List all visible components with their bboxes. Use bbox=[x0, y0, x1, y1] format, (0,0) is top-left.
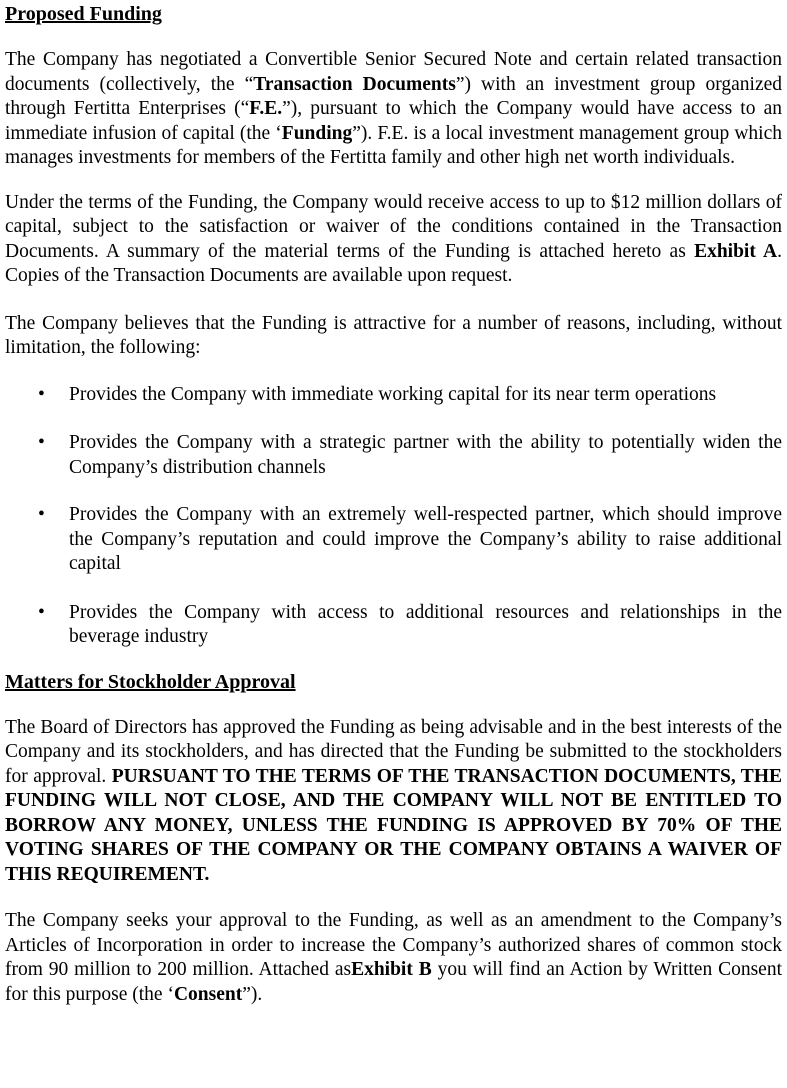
paragraph-approval-request: The Company seeks your approval to the Funding, as well as an amendment to the Company’s Articles of Incorporation in order to increase the Company’s authorized shares of common stock from 90 million to 200 million. Attached asExhibit B you will find an Action by Written Consent for this purpose (the ‘Consent”). bbox=[5, 910, 782, 1005]
bullet-icon: • bbox=[38, 504, 45, 525]
paragraph-funding-terms: Under the terms of the Funding, the Company would receive access to up to $12 million dollars of capital, subject to the satisfaction or waiver of the conditions contained in the Transaction Documents. A summary of the material terms of the Funding is attached hereto as Exhibit A. Copies of the Transaction Documents are available upon request. bbox=[5, 191, 782, 286]
bullet-icon: • bbox=[38, 383, 45, 405]
bullet-icon: • bbox=[38, 601, 45, 623]
list-item: • Provides the Company with immediate working capital for its near term operations bbox=[5, 383, 782, 408]
list-item: • Provides the Company with an extremely well-respected partner, which should improve the Company’s reputation and could improve the Company’s ability to raise additional capital bbox=[38, 504, 782, 574]
section-heading-proposed-funding: Proposed Funding bbox=[5, 3, 162, 25]
section-heading-matters-for-stockholder-approval: Matters for Stockholder Approval bbox=[5, 670, 296, 693]
paragraph-funding-intro: The Company has negotiated a Convertible Senior Secured Note and certain related transaction documents (collectively, the “Transaction Documents”) with an investment group organized through Fertitta Enterprises (“F.E.”), pursuant to which the Company would have access to an immediate infusion of capital (the ‘Funding”). F.E. is a local investment management group which manages investments for members of the Fertitta family and other high net worth individuals. bbox=[5, 49, 783, 168]
bullet-icon: • bbox=[38, 432, 45, 453]
list-item: • Provides the Company with access to additional resources and relationships in the beverage industry bbox=[38, 601, 782, 647]
paragraph-funding-reasons: The Company believes that the Funding is attractive for a number of reasons, including, without limitation, the following: bbox=[5, 312, 782, 358]
paragraph-board-approval: The Board of Directors has approved the Funding as being advisable and in the best interests of the Company and its stockholders, and has directed that the Funding be submitted to the stockholders for approval. PURSUANT TO THE TERMS OF THE TRANSACTION DOCUMENTS, THE FUNDING WILL NOT CLOSE, AND THE COMPANY WILL NOT BE ENTITLED TO BORROW ANY MONEY, UNLESS THE FUNDING IS APPROVED BY 70% OF THE VOTING SHARES OF THE COMPANY OR THE COMPANY OBTAINS A WAIVER OF THIS REQUIREMENT. bbox=[5, 716, 782, 885]
document-page bbox=[0, 2, 787, 1088]
list-item: • Provides the Company with a strategic partner with the ability to potentially widen the Company’s distribution channels bbox=[38, 432, 782, 478]
